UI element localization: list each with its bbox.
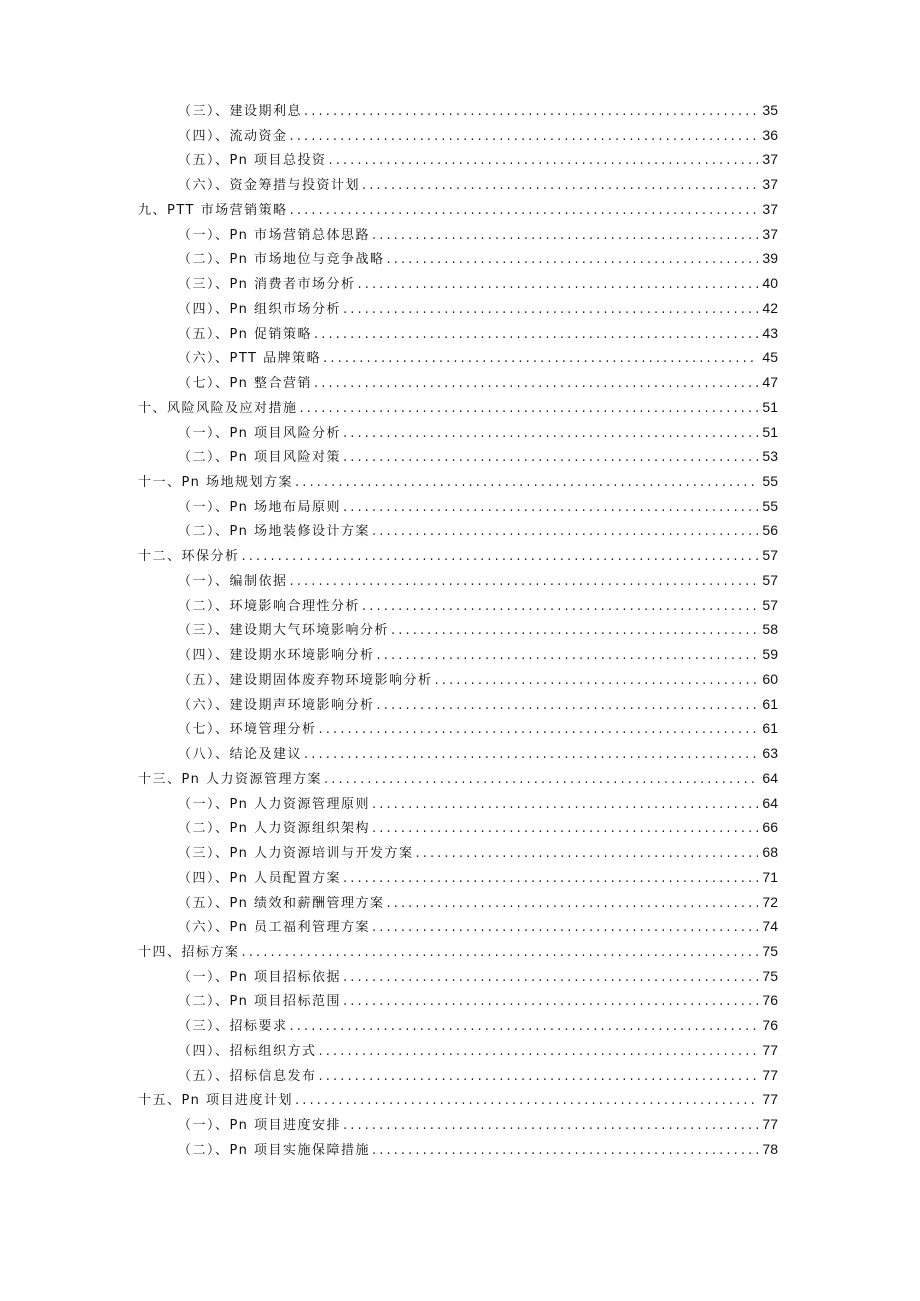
toc-page-number: 55 [762, 473, 778, 490]
toc-dot-leader [357, 273, 758, 298]
toc-entry-title: （三）、Pn 消费者市场分析 [178, 277, 356, 293]
toc-page-number: 53 [762, 448, 778, 465]
toc-section-entry[interactable] [138, 321, 778, 346]
toc-section-entry[interactable] [138, 296, 778, 321]
toc-entry-title: （六）、资金筹措与投资计划 [178, 178, 361, 194]
toc-entry-title: （七）、Pn 整合营销 [178, 376, 312, 392]
toc-entry-title: （八）、结论及建议 [178, 747, 303, 763]
toc-section-entry[interactable] [138, 865, 778, 890]
toc-page-number: 43 [762, 324, 778, 341]
toc-entry-title: （五）、建设期固体废弃物环境影响分析 [178, 672, 433, 688]
toc-dot-leader [328, 149, 758, 174]
toc-dot-leader [343, 990, 758, 1015]
toc-entry-title: （三）、招标要求 [178, 1019, 288, 1035]
toc-entry-title: （二）、环境影响合理性分析 [178, 598, 361, 614]
toc-page-number: 77 [762, 1066, 778, 1083]
toc-dot-leader [290, 125, 758, 150]
toc-section-entry[interactable] [138, 345, 778, 370]
toc-dot-leader [290, 199, 758, 224]
toc-section-entry[interactable] [138, 890, 778, 915]
toc-entry-title: （一）、Pn 项目风险分析 [178, 425, 341, 441]
toc-dot-leader [386, 248, 758, 273]
toc-dot-leader [372, 916, 758, 941]
toc-dot-leader [295, 471, 758, 496]
toc-dot-leader [372, 793, 758, 818]
toc-entry-title: 十二、环保分析 [138, 549, 240, 565]
toc-section-entry[interactable] [138, 222, 778, 247]
toc-section-entry[interactable] [138, 667, 778, 692]
toc-page-number: 58 [762, 621, 778, 638]
toc-page-number: 63 [762, 745, 778, 762]
toc-section-entry[interactable] [138, 518, 778, 543]
toc-dot-leader [319, 1040, 758, 1065]
toc-section-entry[interactable] [138, 692, 778, 717]
toc-section-entry[interactable] [138, 593, 778, 618]
toc-entry-title: （一）、Pn 市场营销总体思路 [178, 227, 370, 243]
toc-entry-title: 十一、Pn 场地规划方案 [138, 475, 293, 491]
toc-dot-leader [362, 595, 758, 620]
toc-dot-leader [242, 941, 758, 966]
toc-page-number: 76 [762, 1017, 778, 1034]
toc-section-entry[interactable] [138, 964, 778, 989]
toc-section-entry[interactable] [138, 617, 778, 642]
toc-page-number: 35 [762, 102, 778, 118]
toc-dot-leader [372, 817, 758, 842]
toc-dot-leader [343, 966, 758, 991]
toc-page-number: 77 [762, 1041, 778, 1058]
toc-entry-title: 十四、招标方案 [138, 944, 240, 960]
toc-page-number: 37 [762, 176, 778, 193]
toc-page-number: 76 [762, 992, 778, 1009]
toc-dot-leader [377, 644, 758, 669]
toc-section-entry[interactable] [138, 98, 778, 123]
toc-entry-title: （六）、建设期声环境影响分析 [178, 697, 375, 713]
toc-dot-leader [415, 842, 758, 867]
toc-chapter-entry[interactable] [138, 395, 778, 420]
toc-section-entry[interactable] [138, 568, 778, 593]
toc-entry-title: 十三、Pn 人力资源管理方案 [138, 771, 322, 787]
toc-dot-leader [314, 323, 758, 348]
toc-entry-title: （四）、建设期水环境影响分析 [178, 648, 375, 664]
toc-section-entry[interactable] [138, 494, 778, 519]
toc-dot-leader [290, 570, 758, 595]
toc-page-number: 75 [762, 967, 778, 984]
toc-dot-leader [323, 347, 758, 372]
toc-entry-title: （四）、Pn 人员配置方案 [178, 870, 341, 886]
toc-section-entry[interactable] [138, 444, 778, 469]
toc-page-number: 64 [762, 794, 778, 811]
toc-section-entry[interactable] [138, 420, 778, 445]
toc-section-entry[interactable] [138, 370, 778, 395]
toc-dot-leader [372, 224, 758, 249]
toc-page-number: 37 [762, 200, 778, 217]
toc-dot-leader [343, 496, 758, 521]
toc-page-number: 78 [762, 1140, 778, 1157]
toc-page-number: 75 [762, 942, 778, 959]
toc-section-entry[interactable] [138, 172, 778, 197]
toc-page-number: 57 [762, 596, 778, 613]
toc-dot-leader [304, 100, 758, 125]
toc-section-entry[interactable] [138, 147, 778, 172]
toc-page-number: 37 [762, 151, 778, 168]
toc-entry-title: （一）、Pn 项目招标依据 [178, 969, 341, 985]
toc-chapter-entry[interactable] [138, 766, 778, 791]
toc-dot-leader [304, 743, 758, 768]
toc-dot-leader [391, 619, 758, 644]
toc-page-number: 51 [762, 398, 778, 415]
toc-dot-leader [372, 1139, 758, 1164]
toc-dot-leader [319, 1065, 758, 1090]
toc-dot-leader [343, 867, 758, 892]
toc-dot-leader [290, 1015, 758, 1040]
toc-entry-title: （二）、Pn 场地装修设计方案 [178, 524, 370, 540]
toc-entry-title: （三）、Pn 人力资源培训与开发方案 [178, 846, 414, 862]
toc-entry-title: （一）、Pn 人力资源管理原则 [178, 796, 370, 812]
toc-section-entry[interactable] [138, 246, 778, 271]
toc-page-number: 77 [762, 1116, 778, 1133]
toc-section-entry[interactable] [138, 988, 778, 1013]
toc-entry-title: （二）、Pn 项目风险对策 [178, 450, 341, 466]
toc-entry-title: （五）、Pn 绩效和薪酬管理方案 [178, 895, 385, 911]
toc-entry-title: 十五、Pn 项目进度计划 [138, 1093, 293, 1109]
toc-dot-leader [343, 422, 758, 447]
toc-entry-title: （五）、Pn 促销策略 [178, 326, 312, 342]
toc-section-entry[interactable] [138, 1038, 778, 1063]
toc-page-number: 36 [762, 126, 778, 143]
toc-entry-title: （五）、招标信息发布 [178, 1068, 317, 1084]
toc-section-entry[interactable] [138, 716, 778, 741]
toc-page-number: 74 [762, 918, 778, 935]
toc-entry-title: （三）、建设期大气环境影响分析 [178, 623, 390, 639]
toc-section-entry[interactable] [138, 1013, 778, 1038]
toc-chapter-entry[interactable] [138, 197, 778, 222]
toc-section-entry[interactable] [138, 1137, 778, 1162]
toc-page-number: 57 [762, 547, 778, 564]
toc-entry-title: 十、风险风险及应对措施 [138, 400, 298, 416]
toc-page-number: 61 [762, 720, 778, 737]
toc-dot-leader [242, 545, 758, 570]
toc-dot-leader [300, 397, 758, 422]
toc-section-entry[interactable] [138, 741, 778, 766]
toc-page-number: 72 [762, 893, 778, 910]
toc-entry-title: （一）、Pn 场地布局原则 [178, 499, 341, 515]
toc-page-number: 59 [762, 646, 778, 663]
toc-entry-title: （二）、Pn 人力资源组织架构 [178, 821, 370, 837]
toc-section-entry[interactable] [138, 914, 778, 939]
toc-section-entry[interactable] [138, 642, 778, 667]
toc-page-number: 60 [762, 670, 778, 687]
toc-section-entry[interactable] [138, 840, 778, 865]
toc-entry-title: （二）、Pn 项目招标范围 [178, 994, 341, 1010]
toc-page-number: 47 [762, 374, 778, 391]
toc-dot-leader [319, 718, 758, 743]
toc-chapter-entry[interactable] [138, 469, 778, 494]
toc-chapter-entry[interactable] [138, 543, 778, 568]
toc-entry-title: （七）、环境管理分析 [178, 722, 317, 738]
toc-section-entry[interactable] [138, 1112, 778, 1137]
toc-dot-leader [362, 174, 758, 199]
toc-page-number: 68 [762, 844, 778, 861]
toc-section-entry[interactable] [138, 123, 778, 148]
toc-entry-title: 九、PTT 市场营销策略 [138, 202, 288, 218]
toc-dot-leader [324, 768, 758, 793]
toc-section-entry[interactable] [138, 271, 778, 296]
toc-entry-title: （一）、编制依据 [178, 573, 288, 589]
table-of-contents [138, 98, 778, 1162]
toc-page-number: 40 [762, 275, 778, 292]
toc-dot-leader [435, 669, 758, 694]
toc-page-number: 64 [762, 769, 778, 786]
toc-page-number: 56 [762, 522, 778, 539]
toc-entry-title: （五）、Pn 项目总投资 [178, 153, 327, 169]
toc-entry-title: （六）、PTT 品牌策略 [178, 351, 322, 367]
toc-page-number: 55 [762, 497, 778, 514]
toc-entry-title: （四）、流动资金 [178, 128, 288, 144]
toc-section-entry[interactable] [138, 815, 778, 840]
toc-page-number: 77 [762, 1091, 778, 1108]
toc-dot-leader [343, 298, 758, 323]
toc-page-number: 45 [762, 349, 778, 366]
toc-page-number: 57 [762, 571, 778, 588]
toc-page-number: 51 [762, 423, 778, 440]
toc-entry-title: （三）、建设期利息 [178, 104, 303, 119]
toc-entry-title: （四）、Pn 组织市场分析 [178, 301, 341, 317]
toc-page-number: 61 [762, 695, 778, 712]
toc-page-number: 37 [762, 225, 778, 242]
toc-dot-leader [314, 372, 758, 397]
toc-dot-leader [372, 520, 758, 545]
toc-entry-title: （四）、招标组织方式 [178, 1043, 317, 1059]
toc-dot-leader [386, 892, 758, 917]
toc-section-entry[interactable] [138, 791, 778, 816]
toc-dot-leader [343, 1114, 758, 1139]
toc-entry-title: （六）、Pn 员工福利管理方案 [178, 920, 370, 936]
toc-entry-title: （二）、Pn 项目实施保障措施 [178, 1142, 370, 1158]
toc-dot-leader [343, 446, 758, 471]
toc-dot-leader [377, 694, 758, 719]
toc-chapter-entry[interactable] [138, 939, 778, 964]
toc-entry-title: （一）、Pn 项目进度安排 [178, 1118, 341, 1134]
toc-dot-leader [295, 1089, 758, 1114]
toc-chapter-entry[interactable] [138, 1087, 778, 1112]
toc-entry-title: （二）、Pn 市场地位与竞争战略 [178, 252, 385, 268]
toc-section-entry[interactable] [138, 1063, 778, 1088]
toc-page-number: 66 [762, 819, 778, 836]
toc-page-number: 39 [762, 250, 778, 267]
toc-page-number: 71 [762, 868, 778, 885]
toc-page-number: 42 [762, 299, 778, 316]
